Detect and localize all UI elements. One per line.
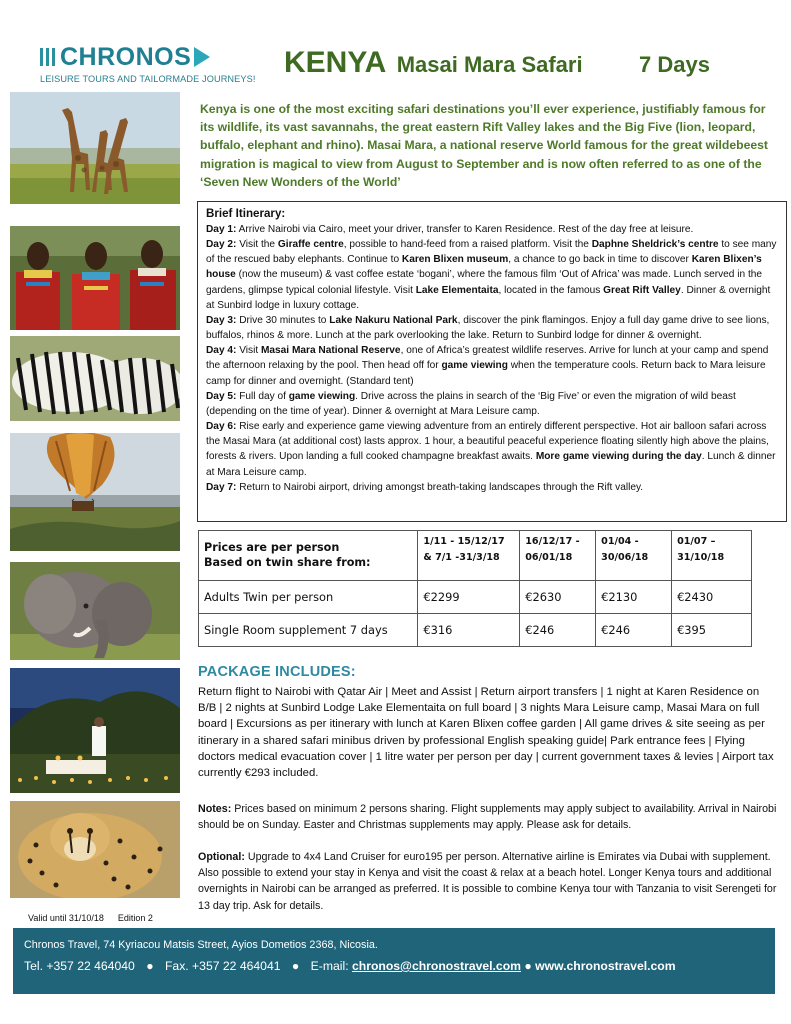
footer-tel: Tel. +357 22 464040: [24, 959, 135, 973]
day-label: Day 5:: [206, 390, 237, 402]
validity-line: [28, 913, 153, 923]
highlight-text: Lake Elementaita: [415, 284, 499, 296]
valid-until: Valid until 31/10/18: [28, 913, 104, 923]
highlight-text: Giraffe centre: [277, 239, 344, 251]
highlight-text: game viewing: [288, 390, 356, 402]
notes-text: Prices based on minimum 2 persons sharing. Flight supplements may apply subject to availability. Arrival in Nairobi should be on Sunday. Easter and Christmas supplements may apply. Please ask for details.: [198, 803, 777, 832]
bullet-icon: ●: [146, 959, 154, 973]
period-header: 01/04 - 30/06/18: [596, 531, 672, 581]
logo-name: CHRONOS: [60, 42, 192, 71]
title-subtitle: Masai Mara Safari: [396, 52, 583, 77]
row-label: Single Room supplement 7 days: [199, 614, 418, 647]
itinerary-day: Day 2: Visit the Giraffe centre, possible to hand-feed from a raised platform. Visit the Daphne Sheldrick’s centre to see many of the rescued baby elephants. Continue to Karen Blixen museum, a chance to go back in time to discover Karen Blixen’s house (now the museum) & vast coffee estate ‘bogani’, where the famous film ‘Out of Africa’ was made. Lunch served in the gardens, glimpse typical colonial lifestyle. Visit Lake Elementaita, located in the famous Great Rift Valley. Dinner & overnight at Sunbird lodge in luxury cottage.: [206, 239, 777, 311]
price-cell: €246: [596, 614, 672, 647]
table-row: [199, 581, 752, 614]
price-cell: €2299: [418, 581, 520, 614]
contact-footer: [13, 928, 775, 994]
prices-header-label: Prices are per person Based on twin share from:: [199, 531, 418, 581]
row-label: Adults Twin per person: [199, 581, 418, 614]
itinerary-heading: Brief Itinerary:: [206, 207, 286, 220]
package-text: Return flight to Nairobi with Qatar Air | Meet and Assist | Return airport transfers | 1 night at Karen Residence on B/B | 2 nights at Sunbird Lodge Lake Elementaita on full board | 3 nights Mara Leisure camp, Masai Mara on full board | Excursions as per itinerary with lunch at Karen Blixen coffee garden | All game drives & site seeing as per itinerary in a shared safari minibus driven by professional English speaking guide| Park entrance fees | Flying doctors medical evacuation cover | 1 litre water per person per day | current government taxes & levies | Airport tax currently €293 included.: [198, 686, 774, 780]
itinerary-day: Day 4: Visit Masai Mara National Reserve, one of Africa’s greatest wildlife reserves. Arrive for lunch at your camp and spend the afternoon relaxing by the pool. Then head off for game viewing when the temperature cools. Return back to Mara leisure camp for dinner and overnight. (Standard tent): [206, 345, 769, 387]
price-cell: €2430: [672, 581, 752, 614]
bullet-icon: ●: [291, 959, 300, 973]
elephant-photo: [10, 562, 180, 660]
period-header: 01/07 – 31/10/18: [672, 531, 752, 581]
itinerary-box: [197, 201, 787, 522]
edition: Edition 2: [117, 913, 153, 923]
title-country: KENYA: [284, 46, 387, 79]
itinerary-day: Day 3: Drive 30 minutes to Lake Nakuru National Park, discover the pink flamingos. Enjoy a full day game drive to see lions, buffalos, rhinos & more. Lunch at the park overlooking the lake. Return to Sunbird lodge for dinner & overnight.: [206, 314, 770, 342]
bush-dinner-photo: [10, 668, 180, 793]
table-row: [199, 614, 752, 647]
footer-email-link[interactable]: chronos@chronostravel.com: [351, 959, 521, 973]
intro-paragraph: Kenya is one of the most exciting safari destinations you’ll ever experience, justifiably famous for its wildlife, its vast savannahs, the great eastern Rift Valley lakes and the Big Five (lion, leopard, buffalo, elephant and rhino). Masai Mara, a national reserve World famous for the great wildebeest migration is magical to view from August to September and is now often referred to as one of the ‘Seven New Wonders of the World’: [200, 102, 768, 189]
bullet-icon: ●: [524, 959, 532, 973]
price-cell: €2630: [520, 581, 596, 614]
day-label: Day 1:: [206, 224, 237, 235]
cheetah-photo: [10, 801, 180, 898]
footer-address: Chronos Travel, 74 Kyriacou Matsis Street, Ayios Dometios 2368, Nicosia.: [24, 939, 378, 951]
price-cell: €2130: [596, 581, 672, 614]
page-title: [284, 46, 710, 80]
package-heading: PACKAGE INCLUDES:: [198, 664, 356, 680]
highlight-text: More game viewing during the day: [535, 451, 702, 463]
logo-arrow-icon: [194, 47, 210, 67]
logo-tagline: LEISURE TOURS AND TAILORMADE JOURNEYS!: [40, 74, 256, 84]
price-cell: €246: [520, 614, 596, 647]
footer-website-link[interactable]: www.chronostravel.com: [535, 959, 676, 973]
prices-header-row: [199, 531, 752, 581]
price-cell: €395: [672, 614, 752, 647]
itinerary-days: [206, 222, 780, 495]
itinerary-day: Day 5: Full day of game viewing. Drive across the plains in search of the ‘Big Five’ or even the migration of wild beast (depending on the time of year). Dinner & overnight at Mara Leisure camp.: [206, 390, 736, 417]
highlight-text: Lake Nakuru National Park: [329, 314, 458, 326]
period-header: 1/11 - 15/12/17 & 7/1 -31/3/18: [418, 531, 520, 581]
period-header: 16/12/17 - 06/01/18: [520, 531, 596, 581]
itinerary-day: Day 1: Arrive Nairobi via Cairo, meet your driver, transfer to Karen Residence. Rest of the day free at leisure.: [206, 224, 694, 235]
highlight-text: Daphne Sheldrick’s centre: [591, 239, 719, 251]
highlight-text: game viewing: [441, 360, 508, 372]
highlight-text: Great Rift Valley: [603, 284, 681, 296]
footer-contacts: [24, 955, 775, 977]
maasai-warriors-photo: [10, 226, 180, 330]
notes-label: Notes:: [198, 803, 232, 815]
optional-label: Optional:: [198, 851, 245, 863]
day-label: Day 7:: [206, 481, 237, 493]
day-label: Day 3:: [206, 314, 237, 326]
itinerary-day: Day 6: Rise early and experience game viewing adventure from an entirely different perspective. Hot air balloon safari across the Masai Mara (at additional cost) lasts approx. 1 hour, a beautiful peaceful experience floating silently high above the plains, forests & rivers. Upon landing a full cooked champagne breakfast awaits. More game viewing during the day. Lunch & dinner at Mara Leisure camp.: [206, 421, 776, 478]
footer-email-label: E-mail:: [310, 959, 349, 973]
highlight-text: Karen Blixen museum: [401, 254, 509, 266]
highlight-text: Masai Mara National Reserve: [260, 345, 401, 357]
day-label: Day 4:: [206, 345, 237, 357]
title-duration: 7 Days: [639, 52, 710, 77]
prices-table: [198, 530, 752, 647]
day-label: Day 2:: [206, 239, 237, 251]
footer-fax: Fax. +357 22 464041: [164, 959, 281, 973]
day-label: Day 6:: [206, 421, 237, 433]
hot-air-balloon-photo: [10, 433, 180, 551]
highlight-text: Karen Blixen’s house: [206, 254, 762, 281]
zebras-photo: [10, 336, 180, 421]
optional-paragraph: [198, 849, 778, 914]
price-cell: €316: [418, 614, 520, 647]
logo-bars-icon: [40, 48, 55, 66]
giraffes-photo: [10, 92, 180, 204]
itinerary-day: Day 7: Return to Nairobi airport, driving amongst breath-taking landscapes through the Rift valley.: [206, 481, 644, 493]
company-logo: [40, 42, 280, 84]
optional-text: Upgrade to 4x4 Land Cruiser for euro195 per person. Alternative airline is Emirates via Dubai with supplement. Also possible to extend your stay in Kenya and visit the coast & relax at a beach hotel. Longer Kenya tours and additional overnights in Nairobi can be arranged as preferred. It is possible to combine Kenya tour with Tanzania to visit Serengeti for 13 day trip. Ask for details.: [198, 851, 777, 912]
notes-paragraph: [198, 801, 778, 833]
